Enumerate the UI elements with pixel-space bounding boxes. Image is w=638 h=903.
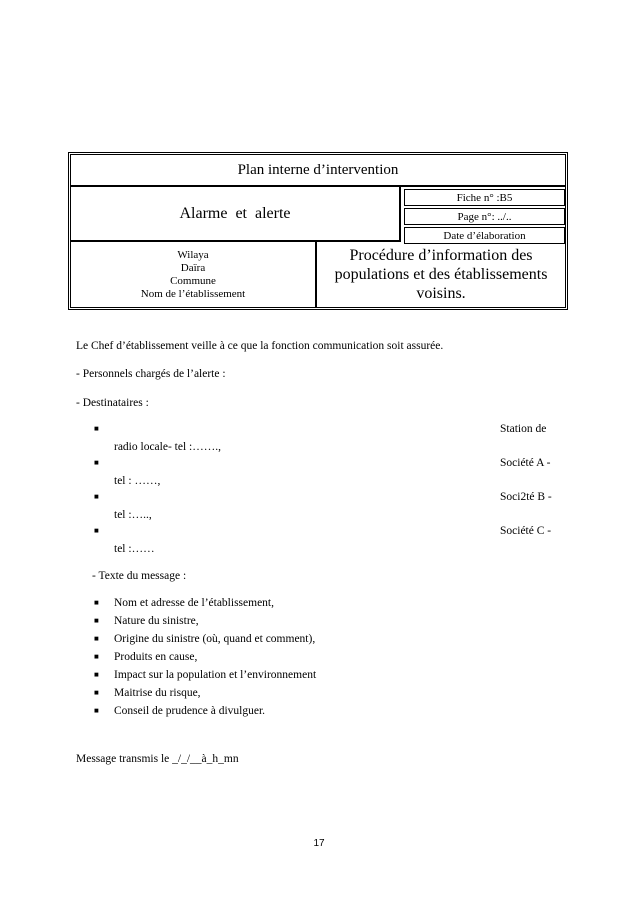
message-item: Nature du sinistre, [114, 615, 199, 627]
procedure-title: Procédure d’information des populations et des établissements voisins. [334, 247, 548, 302]
message-item: Origine du sinistre (où, quand et comment), [114, 633, 316, 645]
destinataire-name: Société C - [500, 525, 552, 537]
plan-title: Plan interne d’intervention [71, 155, 565, 187]
square-bullet-icon: ■ [94, 598, 99, 607]
intro-text: Le Chef d’établissement veille à ce que la fonction communication soit assurée. [76, 340, 444, 352]
destinataire-phone: radio locale- tel :……., [114, 441, 221, 453]
square-bullet-icon: ■ [94, 670, 99, 679]
header-table [68, 152, 568, 310]
message-item: Maitrise du risque, [114, 687, 201, 699]
square-bullet-icon: ■ [94, 424, 99, 433]
square-bullet-icon: ■ [94, 706, 99, 715]
destinataire-name: Station de [500, 423, 547, 435]
location-cell [71, 242, 317, 307]
commune-label: Commune [170, 274, 216, 287]
square-bullet-icon: ■ [94, 616, 99, 625]
message-transmis: Message transmis le _/_/__à_h_mn [76, 753, 239, 765]
texte-message-label: - Texte du message : [92, 570, 187, 582]
daira-label: Daïra [180, 261, 206, 274]
destinataire-name: Société A - [500, 457, 551, 469]
square-bullet-icon: ■ [94, 492, 99, 501]
wilaya-label: Wilaya [177, 248, 209, 261]
square-bullet-icon: ■ [94, 634, 99, 643]
page-number-field: Page n°: ../.. [404, 208, 565, 225]
alarme-alerte-cell: Alarme et alerte [71, 187, 401, 242]
etablissement-label: Nom de l’établissement [140, 287, 246, 300]
destinataire-phone: tel :….., [114, 509, 152, 521]
destinataire-name: Soci2té B - [500, 491, 552, 503]
square-bullet-icon: ■ [94, 526, 99, 535]
square-bullet-icon: ■ [94, 652, 99, 661]
fiche-number: Fiche n° :B5 [404, 189, 565, 206]
personnels-label: - Personnels chargés de l’alerte : [76, 368, 226, 380]
message-item: Impact sur la population et l’environnement [114, 669, 317, 681]
date-elaboration: Date d’élaboration [404, 227, 565, 244]
square-bullet-icon: ■ [94, 458, 99, 467]
message-item: Produits en cause, [114, 651, 198, 663]
square-bullet-icon: ■ [94, 688, 99, 697]
page-number: 17 [313, 838, 325, 849]
message-item: Nom et adresse de l’établissement, [114, 597, 274, 609]
destinataire-phone: tel : ……, [114, 475, 161, 487]
destinataires-label: - Destinataires : [76, 397, 149, 409]
destinataire-phone: tel :…… [114, 543, 155, 555]
message-item: Conseil de prudence à divulguer. [114, 705, 266, 717]
